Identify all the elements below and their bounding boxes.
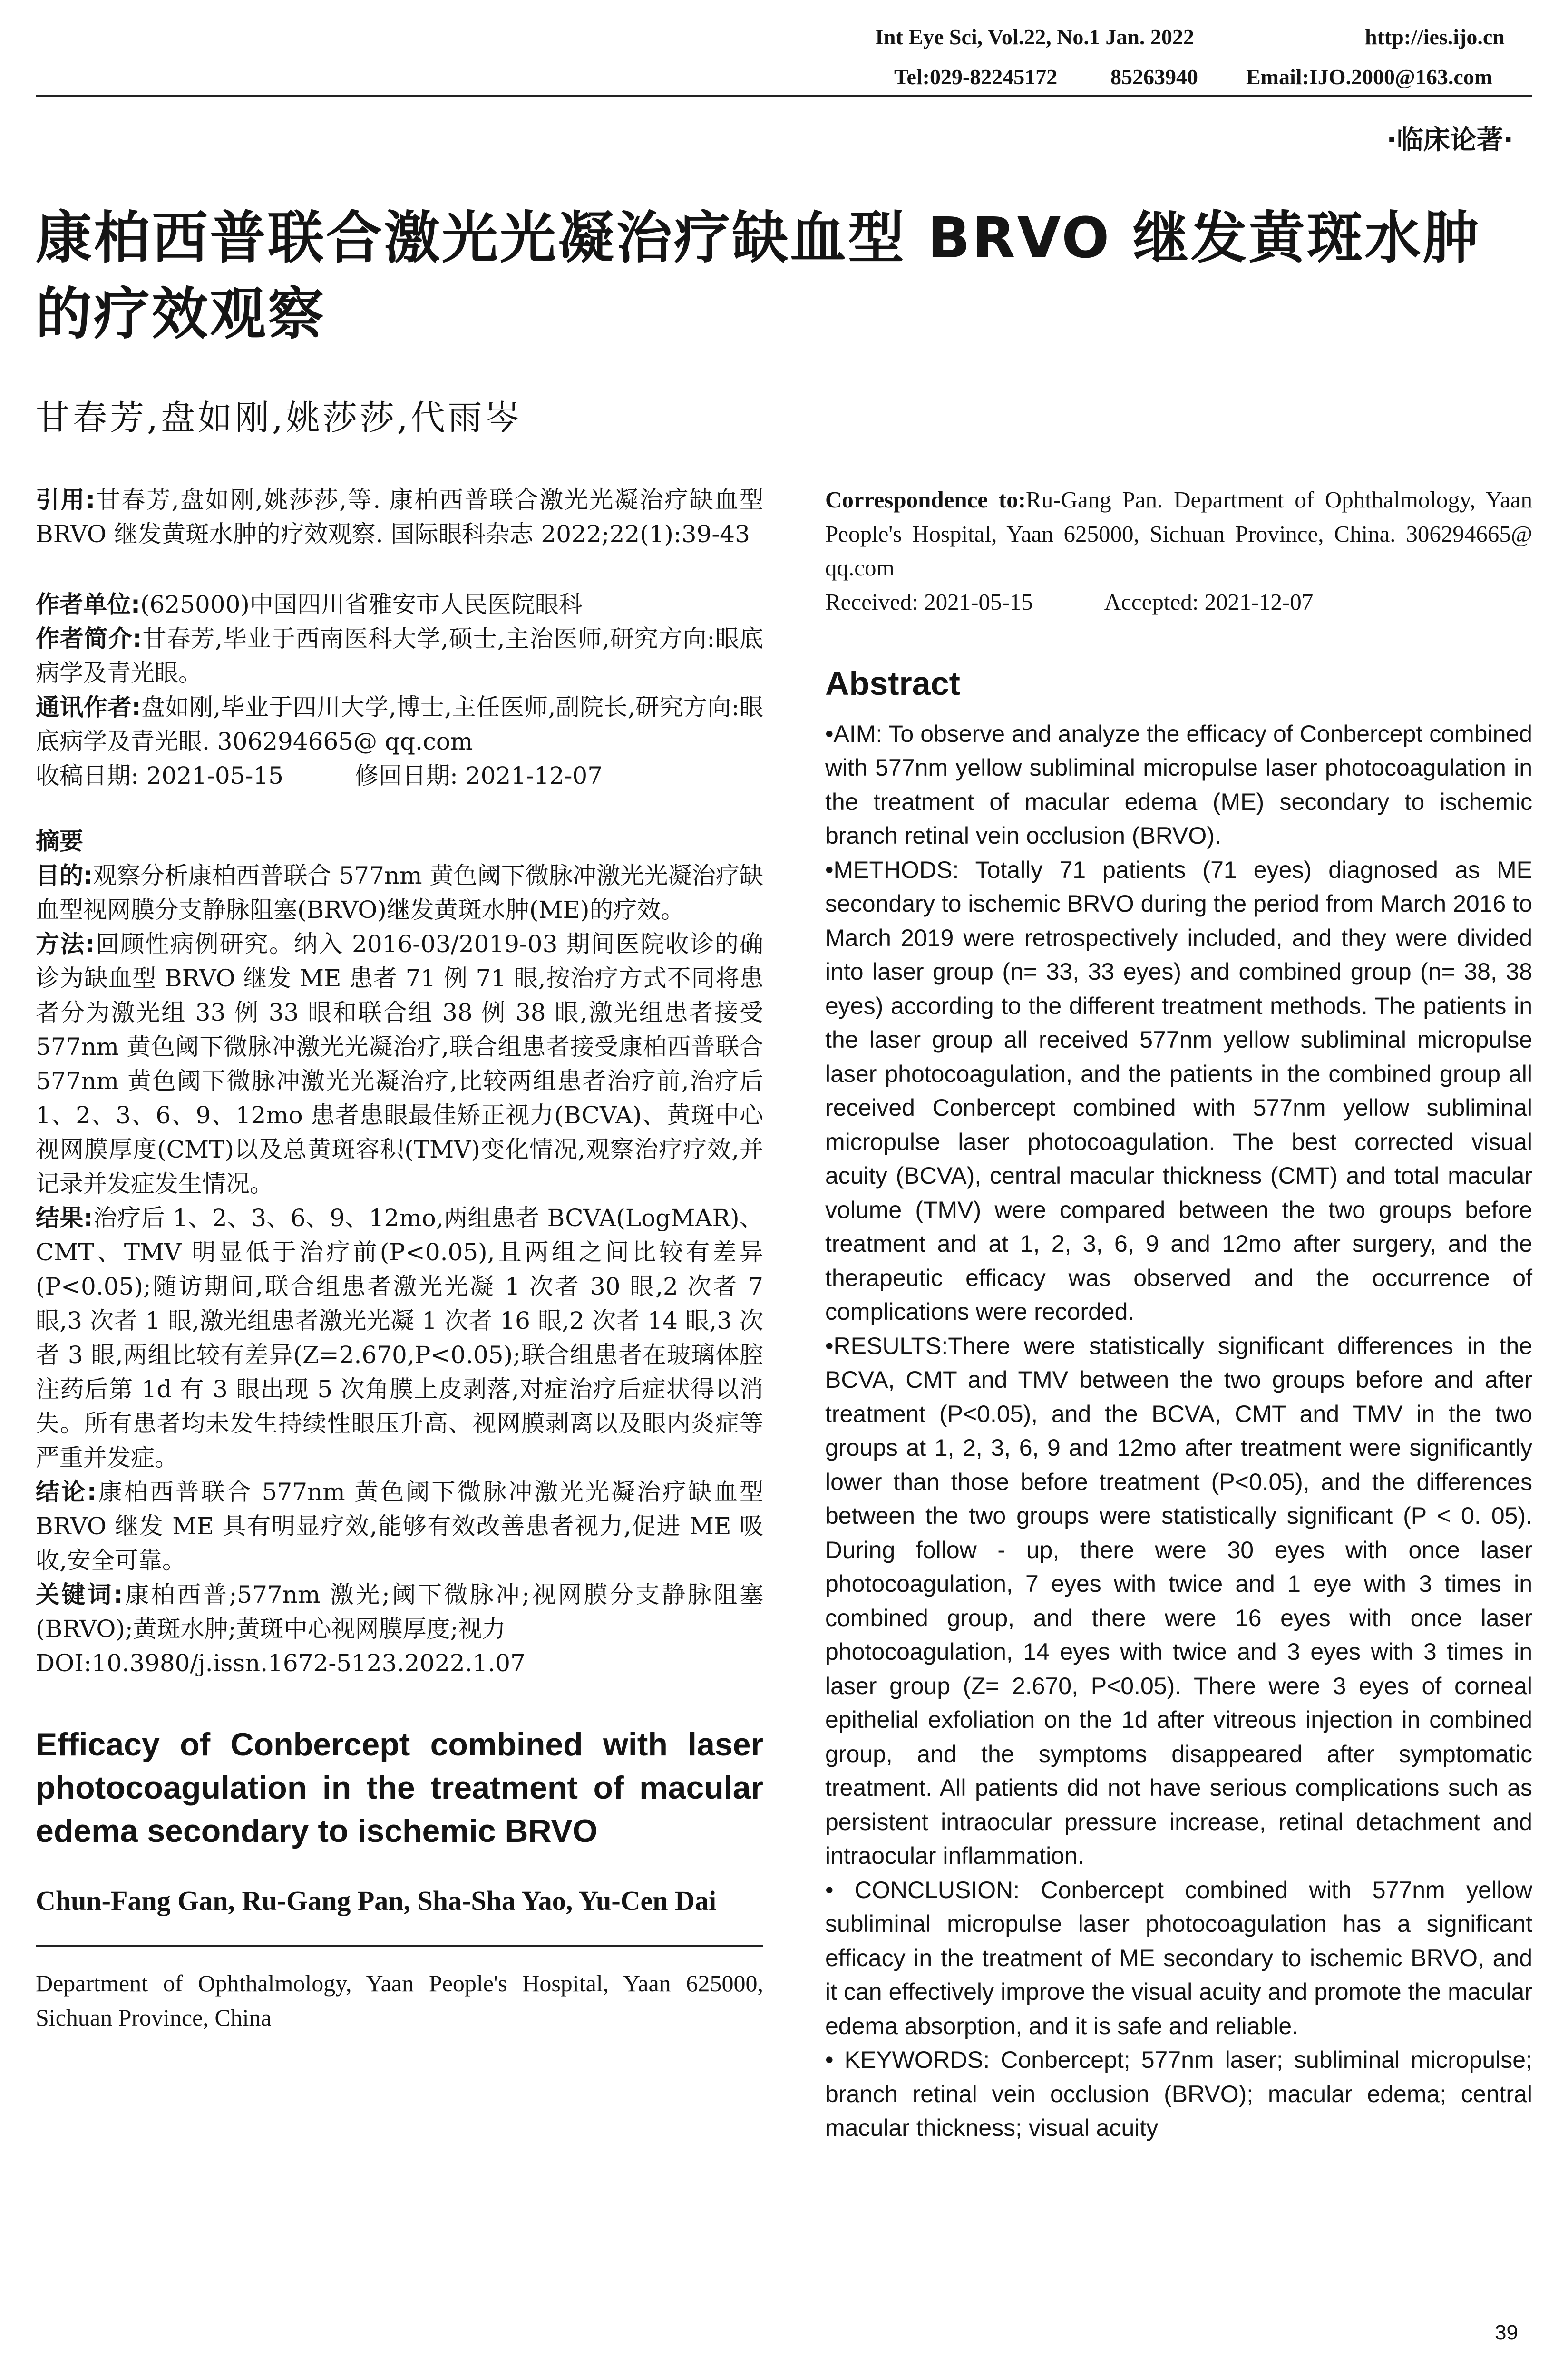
aim-en: •AIM: To observe and analyze the efficacy of Conbercept combined with 577nm yellow subliminal micropulse laser photocoagulation in the treatment of macular edema (ME) secondary to ischemic branch retinal vein occlusion (BRVO). <box>825 720 1532 849</box>
aim-cn: 目的:观察分析康柏西普联合 577nm 黄色阈下微脉冲激光光凝治疗缺血型视网膜分支静脉阻塞(BRVO)继发黄斑水肿(ME)的疗效。 <box>36 862 763 924</box>
keywords-cn: 关键词:康柏西普;577nm 激光;阈下微脉冲;视网膜分支静脉阻塞(BRVO);黄斑水肿;黄斑中心视网膜厚度;视力 <box>36 1581 763 1643</box>
abstract-heading-en: Abstract <box>825 665 960 702</box>
keywords-en: • KEYWORDS: Conbercept; 577nm laser; subliminal micropulse; branch retinal vein occlusion (BRVO); macular edema; central macular thickness; visual acuity <box>825 2046 1532 2142</box>
author-unit: 作者单位:(625000)中国四川省雅安市人民医院眼科 <box>36 591 583 618</box>
article-title: 康柏西普联合激光光凝治疗缺血型 BRVO 继发黄斑水肿的疗效观察 <box>36 205 1481 347</box>
journal-email: Email:IJO.2000@163.com <box>1246 65 1493 89</box>
journal-tel: Tel:029-82245172 <box>894 65 1058 89</box>
header-rule <box>36 95 1532 97</box>
citation: 引用:甘春芳,盘如刚,姚莎莎,等. 康柏西普联合激光光凝治疗缺血型 BRVO 继发黄斑水肿的疗效观察. 国际眼科杂志 2022;22(1):39-43 <box>36 486 764 548</box>
author-bio: 作者简介:甘春芳,毕业于西南医科大学,硕士,主治医师,研究方向:眼底病学及青光眼。 <box>36 625 764 687</box>
doi: DOI:10.3980/j.issn.1672-5123.2022.1.07 <box>36 1649 526 1677</box>
correspondence-en: Correspondence to:Ru-Gang Pan. Department of Ophthalmology, Yaan People's Hospital, Yaan 625000, Sichuan Province, China. 306294665@ qq.com <box>825 487 1533 581</box>
page-number: 39 <box>1495 2321 1518 2344</box>
english-title: Efficacy of Conbercept combined with laser photocoagulation in the treatment of macular edema secondary to ischemic BRVO <box>36 1726 763 1850</box>
section-label: ·临床论著· <box>1386 125 1513 156</box>
footnote-rule <box>36 1945 763 1947</box>
journal-fax: 85263940 <box>1110 65 1198 89</box>
results-cn: 结果:治疗后 1、2、3、6、9、12mo,两组患者 BCVA(LogMAR)、CMT、TMV 明显低于治疗前(P<0.05),且两组之间比较有差异(P<0.05);随访期间,联合组患者激光光凝 1 次者 30 眼,2 次者 7 眼,3 次者 1 眼,激光组患者激光光凝 1 次者 16 眼,2 次者 14 眼,3 次者 3 眼,两组比较有差异(Z=2.670,P<0.05);联合组患者在玻璃体腔注药后第 1d 有 3 眼出现 5 次角膜上皮剥落,对症治疗后症状得以消失。所有患者均未发生持续性眼压升高、视网膜剥离以及眼内炎症等严重并发症。 <box>36 1204 763 1471</box>
corresponding-author: 通讯作者:盘如刚,毕业于四川大学,博士,主任医师,副院长,研究方向:眼底病学及青光眼. 306294665@ qq.com <box>36 693 763 755</box>
department-en: Department of Ophthalmology, Yaan People's Hospital, Yaan 625000, Sichuan Province, China <box>36 1969 763 2031</box>
journal-url: http://ies.ijo.cn <box>1365 25 1505 49</box>
authors-en: Chun-Fang Gan, Ru-Gang Pan, Sha-Sha Yao, Yu-Cen Dai <box>36 1885 717 1917</box>
authors-cn: 甘春芳,盘如刚,姚莎莎,代雨岑 <box>36 398 522 438</box>
results-en: •RESULTS:There were statistically significant differences in the BCVA, CMT and TMV between the two groups before and after treatment (P<0.05), and the BCVA, CMT and TMV in the two groups at 1, 2, 3, 6, 9 and 12mo after treatment were significantly lower than those before treatment (P<0.05), and the differences between the two groups were statistically significant (P < 0. 05). During follow - up, there were 30 eyes with once laser photocoagulation, 7 eyes with twice and 1 eye with 3 times in combined group, and there were 16 eyes with once laser photocoagulation, 14 eyes with twice and 3 eyes with 3 times in laser group (Z= 2.670, P<0.05). There were 3 eyes of corneal epithelial exfoliation on the 1d after vitreous injection in combined group, and the symptoms disappeared after symptomatic treatment. All patients did not have serious complications such as persistent intraocular pressure increase, retinal detachment and intraocular inflammation. <box>825 1332 1532 1870</box>
conclusion-en: • CONCLUSION: Conbercept combined with 577nm yellow subliminal micropulse laser photocoagulation has a significant efficacy in the treatment of ME secondary to ischemic BRVO, and it can effectively improve the visual acuity and promote the macular edema absorption, and it is safe and reliable. <box>825 1876 1532 2039</box>
conclusion-cn: 结论:康柏西普联合 577nm 黄色阈下微脉冲激光光凝治疗缺血型 BRVO 继发 ME 具有明显疗效,能够有效改善患者视力,促进 ME 吸收,安全可靠。 <box>36 1478 763 1574</box>
abstract-heading-cn: 摘要 <box>36 828 83 855</box>
dates-cn: 收稿日期: 2021-05-15 修回日期: 2021-12-07 <box>36 762 603 789</box>
right-column <box>825 483 1532 2145</box>
journal-info: Int Eye Sci, Vol.22, No.1 Jan. 2022 <box>875 25 1194 49</box>
dates-en: Received: 2021-05-15 Accepted: 2021-12-07 <box>825 588 1314 615</box>
methods-cn: 方法:回顾性病例研究。纳入 2016-03/2019-03 期间医院收诊的确诊为缺血型 BRVO 继发 ME 患者 71 例 71 眼,按治疗方式不同将患者分为激光组 33 例 33 眼和联合组 38 例 38 眼,激光组患者接受 577nm 黄色阈下微脉冲激光光凝治疗,联合组患者接受康柏西普联合 577nm 黄色阈下微脉冲激光光凝治疗,比较两组患者治疗前,治疗后 1、2、3、6、9、12mo 患者患眼最佳矫正视力(BCVA)、黄斑中心视网膜厚度(CMT)以及总黄斑容积(TMV)变化情况,观察治疗疗效,并记录并发症发生情况。 <box>36 930 763 1198</box>
left-column <box>36 483 763 2035</box>
methods-en: •METHODS: Totally 71 patients (71 eyes) diagnosed as ME secondary to ischemic BRVO during the period from March 2016 to March 2019 were retrospectively included, and they were divided into laser group (n= 33, 33 eyes) and combined group (n= 38, 38 eyes) according to the different treatment methods. The patients in the laser group all received 577nm yellow subliminal micropulse laser photocoagulation, and the patients in the combined group all received Conbercept combined with 577nm yellow subliminal micropulse laser photocoagulation. The best corrected visual acuity (BCVA), central macular thickness (CMT) and total macular volume (TMV) were compared between the two groups before treatment and at 1, 2, 3, 6, 9 and 12mo after surgery, and the therapeutic efficacy was observed and the occurrence of complications were recorded. <box>825 856 1532 1325</box>
